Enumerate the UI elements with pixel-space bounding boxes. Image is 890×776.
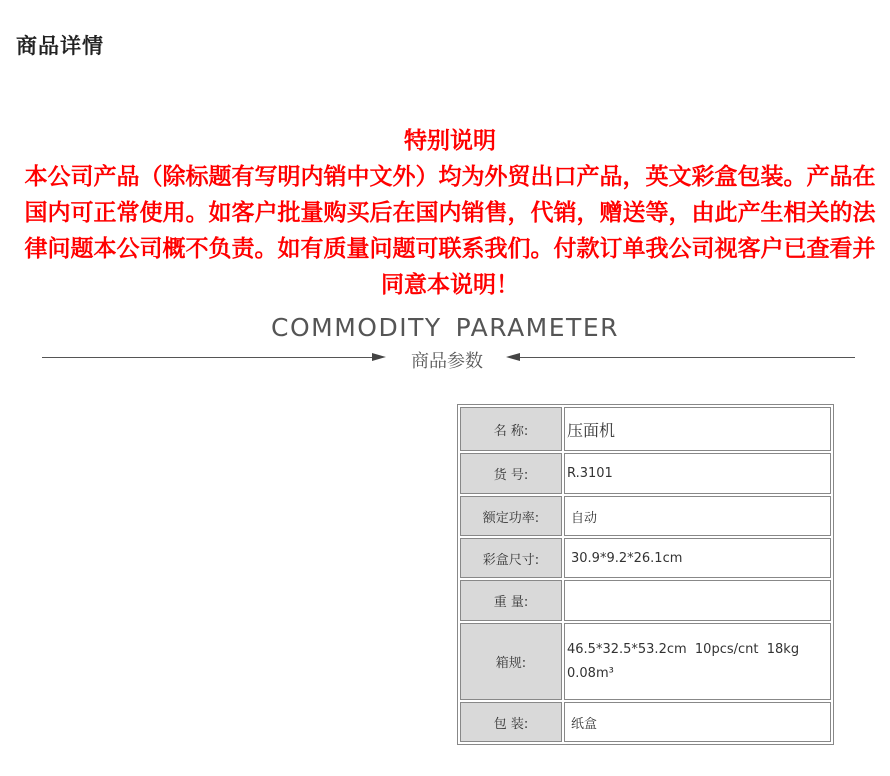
param-label-weight: 重 量:	[460, 580, 562, 621]
table-row	[460, 496, 831, 536]
param-value-carton-line2: 0.08m³	[567, 665, 614, 681]
divider-line-left	[42, 357, 375, 358]
table-row	[460, 702, 831, 742]
param-value-name: 压面机	[564, 407, 831, 451]
special-notice	[20, 123, 880, 303]
parameter-heading-word2: PARAMETER	[455, 313, 619, 342]
parameter-heading-word1: COMMODITY	[271, 313, 442, 342]
param-value-packing: 纸盒	[564, 702, 831, 742]
param-label-carton: 箱规:	[460, 623, 562, 700]
divider-arrow-right	[506, 353, 520, 361]
divider-arrow-left	[372, 353, 386, 361]
param-value-sku: R.3101	[564, 453, 831, 494]
notice-title: 特别说明	[404, 128, 496, 154]
table-row	[460, 453, 831, 494]
param-value-weight	[564, 580, 831, 621]
divider-line-right	[520, 357, 855, 358]
parameter-heading	[0, 313, 890, 342]
param-value-carton	[564, 623, 831, 700]
parameter-subheading: 商品参数	[411, 351, 483, 372]
page-title: 商品详情	[16, 34, 104, 58]
table-row	[460, 623, 831, 700]
param-value-box-size: 30.9*9.2*26.1cm	[564, 538, 831, 578]
param-label-box-size: 彩盒尺寸:	[460, 538, 562, 578]
table-row	[460, 580, 831, 621]
table-row	[460, 538, 831, 578]
param-value-carton-line1: 46.5*32.5*53.2cm 10pcs/cnt 18kg	[567, 641, 800, 657]
param-label-sku: 货 号:	[460, 453, 562, 494]
notice-body: 本公司产品（除标题有写明内销中文外）均为外贸出口产品，英文彩盒包装。产品在国内可正常使用。如客户批量购买后在国内销售，代销，赠送等，由此产生相关的法律问题本公司概不负责。如有质量问题可联系我们。付款订单我公司视客户已查看并同意本说明！	[24, 164, 876, 298]
param-label-name: 名 称:	[460, 407, 562, 451]
parameter-table	[457, 404, 834, 745]
param-label-power: 额定功率:	[460, 496, 562, 536]
table-row	[460, 407, 831, 451]
param-value-power: 自动	[564, 496, 831, 536]
param-label-packing: 包 装:	[460, 702, 562, 742]
